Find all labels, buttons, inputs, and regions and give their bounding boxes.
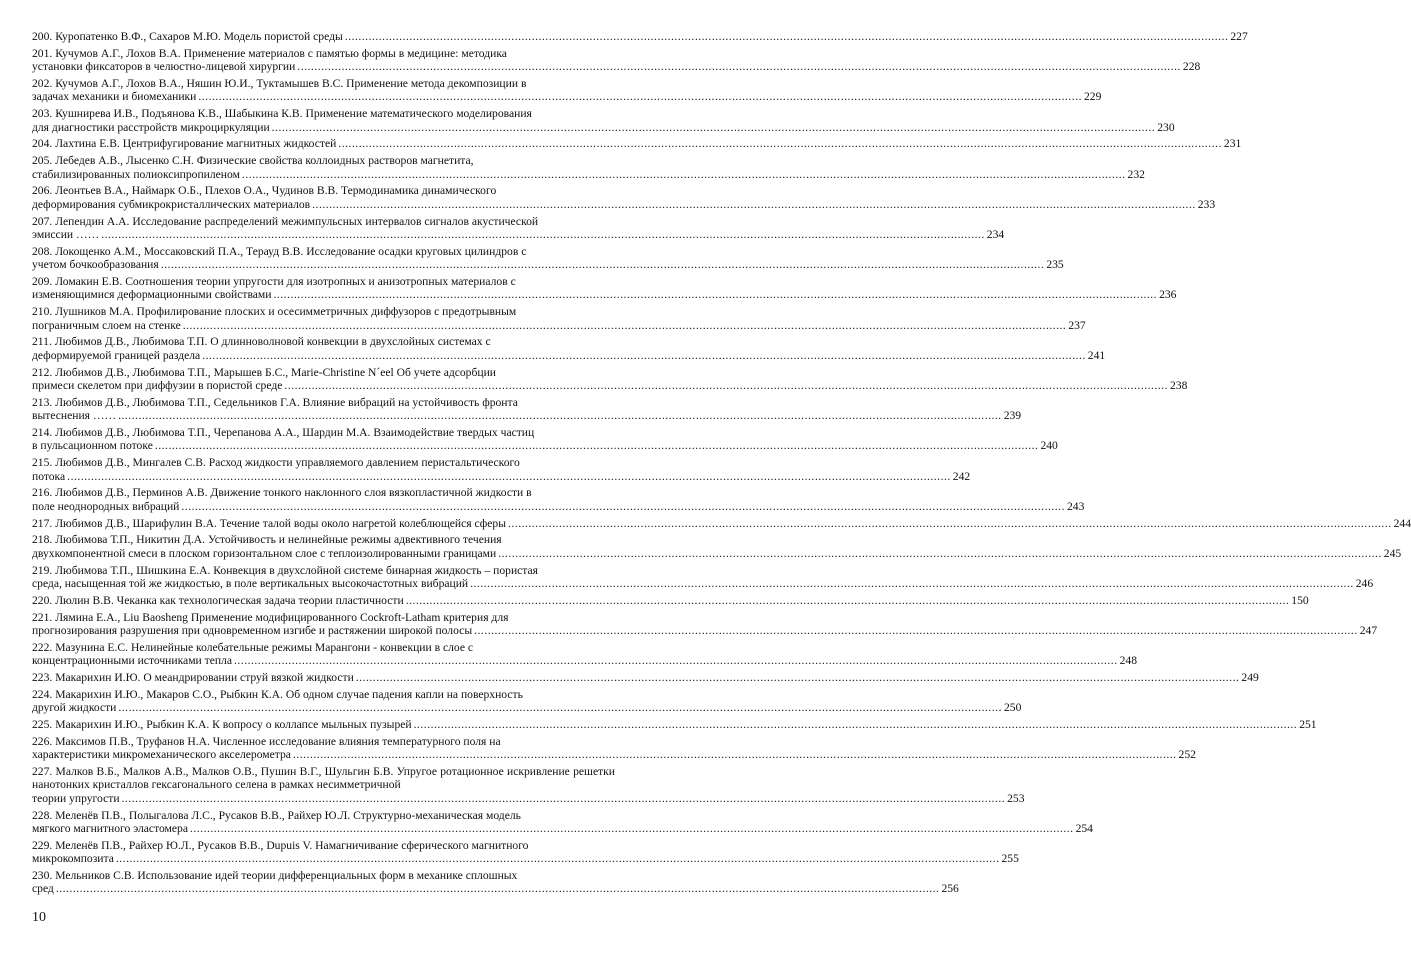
toc-page-number: 233: [1197, 197, 1216, 211]
dot-leader: [155, 439, 1039, 452]
toc-entry-tail-text: пограничным слоем на стенке: [32, 318, 181, 332]
toc-page-number: 248: [1119, 654, 1137, 668]
toc-entry-tail-text: теории упругости: [32, 791, 120, 805]
toc-page-number: 228: [1182, 60, 1201, 74]
toc-entry-last-line: [32, 624, 1378, 638]
toc-entry-last-line: [32, 654, 1137, 668]
toc-entry: [32, 808, 1093, 836]
dot-leader: [183, 319, 1067, 332]
toc-entry-text: 210. Лушников М.А. Профилирование плоских и осесимметричных диффузоров с предотрывным: [32, 305, 517, 319]
toc-entry-tail-text: двухкомпонентной смеси в плоском горизонтальном слое с теплоизолированными границами: [32, 546, 497, 560]
toc-page-number: 244: [1393, 516, 1411, 530]
toc-page-number: 241: [1087, 348, 1106, 362]
toc-entry-last-line: [32, 348, 1106, 362]
toc-page-number: 252: [1178, 748, 1196, 762]
toc-page-number: 242: [952, 469, 971, 483]
toc-entry-text: 226. Максимов П.В., Труфанов Н.А. Численное исследование влияния температурного поля на: [32, 734, 501, 748]
toc-page-number: 150: [1291, 593, 1309, 607]
dot-leader: [338, 137, 1222, 150]
toc-entry-tail-text: 220. Люлин В.В. Чеканка как технологическая задача теории пластичности: [32, 593, 404, 607]
toc-entry-last-line: [32, 671, 1259, 685]
toc-page-number: 249: [1241, 671, 1259, 685]
toc-entry-text: 216. Любимов Д.В., Перминов А.В. Движение тонкого наклонного слоя вязкопластичной жидкости в: [32, 486, 532, 500]
toc-entry-tail-text: сред: [32, 882, 54, 896]
toc-entry: [32, 305, 1086, 332]
toc-entry-last-line: [32, 30, 1248, 43]
toc-entry-last-line: [32, 516, 1411, 530]
toc-entry: [32, 30, 1248, 43]
dot-leader: [56, 882, 940, 895]
toc-entry-text: 209. Ломакин Е.В. Соотношения теории упругости для изотропных и анизотропных материалов с: [32, 275, 516, 289]
toc-entry-text: 221. Лямина Е.А., Liu Baosheng Применение модифицированного Cockroft-Latham критерия для: [32, 610, 509, 624]
toc-entry-tail-text: учетом бочкообразования: [32, 258, 159, 272]
toc-page-number: 239: [1003, 409, 1022, 423]
toc-entry: [32, 214, 1005, 242]
dot-leader: [118, 701, 1002, 714]
dot-leader: [356, 671, 1240, 684]
toc-page-number: 234: [986, 228, 1005, 242]
dot-leader: [406, 594, 1290, 607]
toc-entry-last-line: [32, 409, 1022, 423]
toc-entry: [32, 46, 1201, 74]
toc-entry-text: 229. Меленёв П.В., Райхер Ю.Л., Русаков В.В., Dupuis V. Намагничивание сферического магнитного: [32, 838, 529, 852]
toc-entry: [32, 426, 1058, 453]
toc-entry: [32, 77, 1102, 104]
toc-entry-text: 208. Локощенко А.М., Моссаковский П.А., Терауд В.В. Исследование осадки круговых цилиндров с: [32, 244, 527, 258]
toc-entry-last-line: [32, 791, 1025, 805]
toc-entry-last-line: [32, 60, 1201, 74]
toc-entry-last-line: [32, 546, 1402, 560]
dot-leader: [198, 90, 1082, 103]
toc-page-number: 232: [1127, 167, 1145, 181]
dot-leader: [470, 577, 1354, 590]
toc-entry: [32, 765, 1025, 805]
toc-entry-last-line: [32, 577, 1374, 591]
dot-leader: [202, 349, 1086, 362]
toc-entry-tail-text: деформируемой границей раздела: [32, 348, 201, 362]
toc-entry: [32, 516, 1411, 530]
toc-entry-last-line: [32, 822, 1093, 836]
toc-entry-text: 202. Кучумов А.Г., Лохов В.А., Няшин Ю.И., Туктамышев В.С. Применение метода декомпозиции в: [32, 77, 527, 90]
toc-entry-tail-text: среда, насыщенная той же жидкостью, в поле вертикальных высокочастотных вибраций: [32, 577, 469, 591]
toc-entry-text: 228. Меленёв П.В., Полыгалова Л.С., Русаков В.В., Райхер Ю.Л. Структурно-механическая модель: [32, 808, 521, 822]
toc-entry-tail-text: вытеснения ……: [32, 409, 117, 423]
dot-leader: [498, 547, 1382, 560]
toc-entry: [32, 640, 1137, 668]
toc-entry: [32, 563, 1374, 591]
toc-entry: [32, 687, 1022, 715]
dot-leader: [293, 748, 1177, 761]
toc-entry: [32, 456, 971, 483]
toc-entry-last-line: [32, 137, 1242, 151]
toc-entry-tail-text: поле неоднородных вибраций: [32, 499, 180, 513]
dot-leader: [284, 379, 1168, 392]
toc-page-number: 237: [1068, 318, 1086, 332]
toc-entry-text: 207. Лепендин А.А. Исследование распределений межимпульсных интервалов сигналов акустической: [32, 214, 539, 228]
toc-entry-last-line: [32, 197, 1216, 211]
toc-entry-last-line: [32, 379, 1188, 393]
dot-leader: [242, 168, 1126, 181]
toc-entry-text: 227. Малков В.Б., Малков А.В., Малков О.В., Пушин В.Г., Шульгин Б.В. Упругое ротационное искривление решетки нанотонких кристаллов гексагонального селена в рамках несимметричной: [32, 765, 615, 792]
toc-entry-last-line: [32, 701, 1022, 715]
toc-entry-last-line: [32, 748, 1196, 762]
dot-leader: [161, 258, 1045, 271]
toc-page-number: 240: [1040, 439, 1058, 453]
toc-entry-text: 215. Любимов Д.В., Мингалев С.В. Расход жидкости управляемого давлением перистальтического: [32, 456, 520, 470]
toc-entry-tail-text: установки фиксаторов в челюстно-лицевой хирургии: [32, 60, 296, 74]
toc-entry-last-line: [32, 167, 1145, 181]
toc-entry-text: 218. Любимова Т.П., Никитин Д.А. Устойчивость и нелинейные режимы адвективного течения: [32, 533, 502, 547]
toc-entry-tail-text: потока: [32, 469, 66, 483]
dot-leader: [118, 409, 1002, 422]
toc-entry: [32, 533, 1402, 560]
dot-leader: [122, 792, 1006, 805]
toc-page-number: 246: [1355, 577, 1374, 591]
toc-entry-text: 205. Лебедев А.В., Лысенко С.Н. Физические свойства коллоидных растворов магнетита,: [32, 154, 474, 168]
toc-entry-tail-text: мягкого магнитного эластомера: [32, 822, 188, 836]
toc-entry-last-line: [32, 258, 1064, 272]
dot-leader: [101, 228, 985, 241]
toc-entry-text: 206. Леонтьев В.А., Наймарк О.Б., Плехов О.А., Чудинов В.В. Термодинамика динамического: [32, 184, 497, 198]
toc-page-number: 227: [1230, 30, 1248, 43]
dot-leader: [234, 654, 1118, 667]
toc-entry: [32, 137, 1242, 151]
dot-leader: [272, 121, 1156, 134]
toc-entry: [32, 838, 1019, 866]
toc-entry-text: 201. Кучумов А.Г., Лохов В.А. Применение материалов с памятью формы в медицине: методика: [32, 46, 507, 60]
toc-entry-last-line: [32, 228, 1005, 242]
toc-page-number: 230: [1157, 120, 1175, 134]
toc-entry-tail-text: прогнозирования разрушения при одновременном изгибе и растяжении широкой полосы: [32, 624, 473, 638]
toc-entry-tail-text: концентрационными источниками тепла: [32, 654, 232, 668]
toc-entry: [32, 593, 1309, 607]
toc-entry: [32, 671, 1259, 685]
toc-page-number: 238: [1170, 379, 1188, 393]
toc-entry-tail-text: 223. Макарихин И.Ю. О меандрировании струй вязкой жидкости: [32, 671, 354, 685]
dot-leader: [273, 288, 1157, 301]
toc-entry-last-line: [32, 499, 1085, 513]
toc-entry-tail-text: 225. Макарихин И.Ю., Рыбкин К.А. К вопросу о коллапсе мыльных пузырей: [32, 718, 412, 732]
toc-entry-text: 230. Мельников С.В. Использование идей теории дифференциальных форм в механике сплошных: [32, 869, 518, 883]
toc-page-number: 229: [1083, 90, 1102, 104]
toc-page-number: 235: [1046, 258, 1064, 272]
toc-entry-text: 213. Любимов Д.В., Любимова Т.П., Седельников Г.А. Влияние вибраций на устойчивость фронта: [32, 395, 518, 409]
toc-entry-tail-text: изменяющимися деформационными свойствами: [32, 288, 272, 302]
toc-page-number: 251: [1299, 718, 1317, 732]
toc-entry-tail-text: задачах механики и биомеханики: [32, 90, 197, 104]
toc-entry-last-line: [32, 318, 1086, 332]
toc-entry-tail-text: деформирования субмикрокристаллических материалов: [32, 197, 311, 211]
toc-entry: [32, 734, 1196, 762]
toc-entry-last-line: [32, 469, 971, 483]
page-number: 10: [32, 910, 46, 925]
toc-entry-text: 212. Любимов Д.В., Любимова Т.П., Марышев Б.С., Marie-Christine N´eel Об учете адсорбции: [32, 365, 496, 379]
toc-entry-tail-text: 200. Куропатенко В.Ф., Сахаров М.Ю. Модель пористой среды: [32, 30, 343, 43]
toc-entry: [32, 365, 1188, 393]
table-of-contents: [32, 30, 1411, 899]
toc-entry-tail-text: 217. Любимов Д.В., Шарифулин В.А. Течение талой воды около нагретой колеблющейся сферы: [32, 516, 507, 530]
toc-page-number: 231: [1223, 137, 1242, 151]
toc-entry-tail-text: другой жидкости: [32, 701, 117, 715]
toc-entry: [32, 718, 1317, 732]
dot-leader: [508, 517, 1392, 530]
toc-page-number: 236: [1159, 288, 1177, 302]
toc-entry-last-line: [32, 718, 1317, 732]
toc-entry: [32, 869, 959, 896]
dot-leader: [116, 852, 1000, 865]
toc-entry: [32, 154, 1145, 181]
dot-leader: [345, 30, 1229, 43]
toc-entry: [32, 610, 1378, 638]
toc-page-number: 254: [1075, 822, 1093, 836]
dot-leader: [414, 718, 1298, 731]
toc-entry-text: 222. Мазунина Е.С. Нелинейные колебательные режимы Марангони - конвекции в слое с: [32, 640, 474, 654]
toc-entry-tail-text: эмиссии ……: [32, 228, 100, 242]
toc-entry-tail-text: примеси скелетом при диффузии в пористой среде: [32, 379, 283, 393]
toc-page-number: 255: [1001, 852, 1019, 866]
toc-entry-text: 203. Кушнирева И.В., Подъянова К.В., Шабыкина К.В. Применение математического моделирования: [32, 107, 532, 121]
toc-entry-tail-text: характеристики микромеханического акселерометра: [32, 748, 291, 762]
toc-entry-tail-text: стабилизированных полиоксипропиленом: [32, 167, 240, 181]
toc-page-number: 253: [1007, 791, 1025, 805]
toc-entry: [32, 395, 1022, 423]
toc-page-number: 256: [941, 882, 959, 896]
toc-entry-tail-text: в пульсационном потоке: [32, 439, 153, 453]
dot-leader: [474, 624, 1358, 637]
toc-entry-last-line: [32, 288, 1177, 302]
dot-leader: [67, 470, 951, 483]
toc-entry-last-line: [32, 439, 1058, 453]
toc-entry-tail-text: 204. Лахтина Е.В. Центрифугирование магнитных жидкостей: [32, 137, 337, 151]
toc-entry-tail-text: микрокомпозита: [32, 852, 114, 866]
toc-entry-last-line: [32, 120, 1175, 134]
toc-page-number: 245: [1383, 546, 1402, 560]
toc-entry: [32, 107, 1175, 134]
toc-entry: [32, 335, 1106, 362]
toc-entry-tail-text: для диагностики расстройств микроциркуляции: [32, 120, 270, 134]
toc-entry: [32, 486, 1085, 513]
dot-leader: [190, 822, 1074, 835]
toc-entry: [32, 184, 1216, 211]
toc-entry-text: 211. Любимов Д.В., Любимова Т.П. О длинноволновой конвекции в двухслойных системах с: [32, 335, 491, 349]
toc-entry: [32, 275, 1177, 302]
toc-entry-text: 214. Любимов Д.В., Любимова Т.П., Черепанова А.А., Шардин М.А. Взаимодействие твердых частиц: [32, 426, 535, 440]
dot-leader: [297, 60, 1181, 73]
toc-entry-text: 224. Макарихин И.Ю., Макаров С.О., Рыбкин К.А. Об одном случае падения капли на поверхность: [32, 687, 523, 701]
toc-entry-last-line: [32, 852, 1019, 866]
dot-leader: [181, 500, 1065, 513]
toc-page-number: 243: [1066, 499, 1085, 513]
toc-page-number: 247: [1359, 624, 1378, 638]
toc-page-number: 250: [1003, 701, 1022, 715]
dot-leader: [312, 198, 1196, 211]
toc-entry-text: 219. Любимова Т.П., Шишкина Е.А. Конвекция в двухслойной системе бинарная жидкость – пористая: [32, 563, 538, 577]
toc-entry: [32, 244, 1064, 272]
toc-entry-last-line: [32, 90, 1102, 104]
toc-entry-last-line: [32, 882, 959, 896]
toc-entry-last-line: [32, 593, 1309, 607]
